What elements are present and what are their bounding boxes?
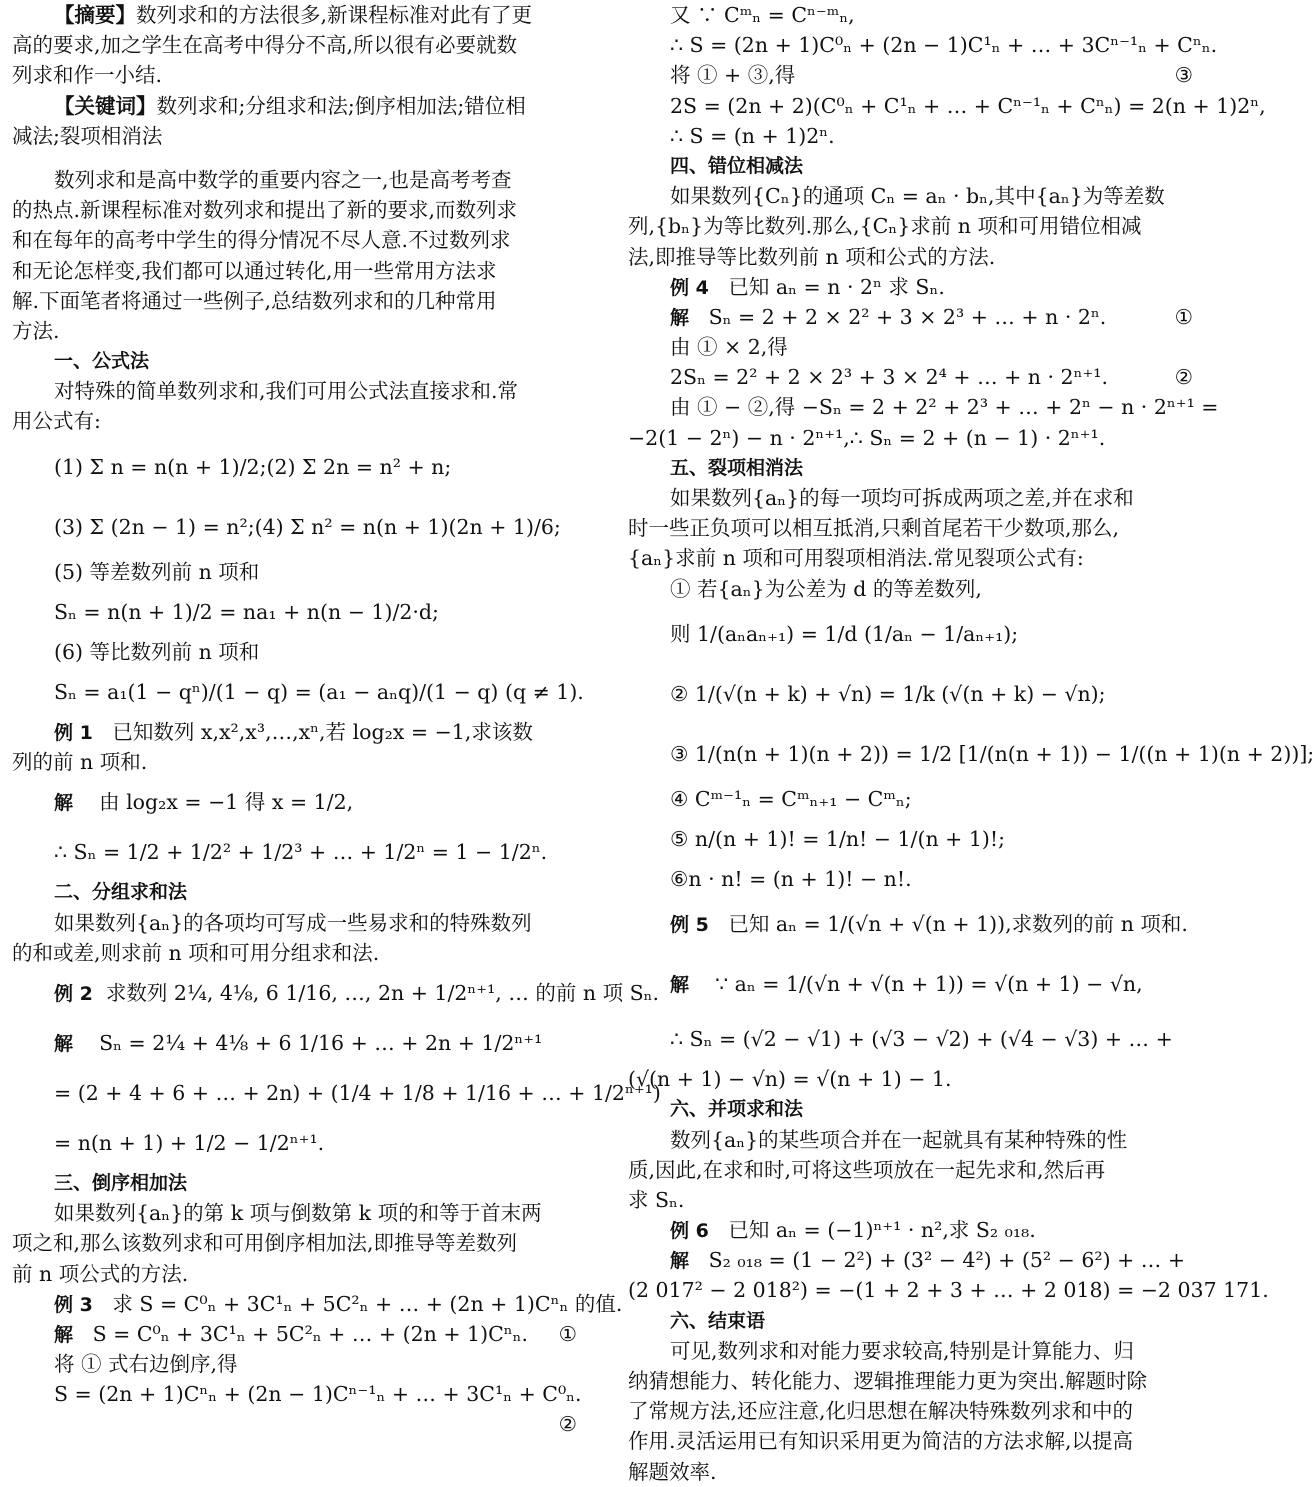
reverse-cont-4: 2S = (2n + 2)(C⁰ₙ + C¹ₙ + … + Cⁿ⁻¹ₙ + Cⁿₙ) = 2(n + 1)2ⁿ, [670,93,1266,118]
reverse-cont-5: ∴ S = (n + 1)2ⁿ. [670,123,835,148]
solution-3-reversed: S = (2n + 1)Cⁿₙ + (2n − 1)Cⁿ⁻¹ₙ + … + 3C¹ₙ + C⁰ₙ. ② [12,1379,577,1409]
keywords-label: 【关键词】 [54,93,157,118]
para-line: 如果数列{aₙ}的各项均可写成一些易求和的特殊数列 [54,910,532,935]
para-line: 质,因此,在求和时,可将这些项放在一起先求和,然后再 [628,1157,1106,1182]
para-line: 用公式有: [12,409,101,434]
telescope-formula-6: ⑥n · n! = (n + 1)! − n!. [670,866,912,891]
para-line: {aₙ}求前 n 项和可用裂项相消法.常见裂项公式有: [628,546,1084,571]
telescope-formula-4: ④ Cᵐ⁻¹ₙ = Cᵐₙ₊₁ − Cᵐₙ; [670,786,912,811]
reverse-cont-3: 将 ① + ③,得 [670,63,796,88]
solution-label: 解 [670,306,690,329]
para-line: 对特殊的简单数列求和,我们可用公式法直接求和.常 [54,379,519,404]
solution-2: 解 Sₙ = 2¼ + 4⅛ + 6 1/16 + … + 2n + 1/2ⁿ⁺¹ [54,1030,543,1055]
right-column [628,0,1314,1487]
section-title-grouping: 二、分组求和法 [54,881,188,904]
intro-line: 和在每年的高考中学生的得分情况不尽人意.不过数列求 [12,228,511,253]
para-line: 项之和,那么该数列求和可用倒序相加法,即推导等差数列 [12,1231,518,1256]
intro-line: 方法. [12,318,60,343]
formula-1-2: (1) Σ n = n(n + 1)/2;(2) Σ 2n = n² + n; [54,454,452,479]
solution-6-result: (2 017² − 2 018²) = −(1 + 2 + 3 + … + 2 018) = −2 037 171. [628,1278,1269,1303]
solution-1-result: ∴ Sₙ = 1/2 + 1/2² + 1/2³ + … + 1/2ⁿ = 1 − 1/2ⁿ. [54,840,548,865]
abstract-line-3: 列求和作一小结. [12,63,163,88]
solution-3-step: 将 ① 式右边倒序,得 [54,1352,238,1377]
solution-1: 解 由 log₂x = −1 得 x = 1/2, [54,790,354,815]
equation-number: ① [1174,304,1193,329]
solution-5-result: (√(n + 1) − √n) = √(n + 1) − 1. [628,1067,952,1092]
solution-4-step: 由 ① × 2,得 [670,335,788,360]
para-line: 法,即推导等比数列前 n 项和公式的方法. [628,244,996,269]
para-line: 前 n 项公式的方法. [12,1261,189,1286]
section-title-telescoping: 五、裂项相消法 [670,456,804,479]
example-6: 例 6 已知 aₙ = (−1)ⁿ⁺¹ · n²,求 S₂ ₀₁₈. [670,1218,1036,1243]
para-line: 求 Sₙ. [628,1187,685,1212]
para-line: 列,{bₙ}为等比数列.那么,{Cₙ}求前 n 项和可用错位相减 [628,214,1142,239]
example-label: 例 2 [54,982,93,1005]
example-3: 例 3 求 S = C⁰ₙ + 3C¹ₙ + 5C²ₙ + … + (2n + 1)Cⁿₙ 的值. [54,1291,623,1316]
solution-2-result: = n(n + 1) + 1/2 − 1/2ⁿ⁺¹. [54,1130,325,1155]
para-line: 解题效率. [628,1459,717,1484]
solution-5-sum: ∴ Sₙ = (√2 − √1) + (√3 − √2) + (√4 − √3) + … + [670,1027,1173,1052]
intro-line: 数列求和是高中数学的重要内容之一,也是高考考查 [54,167,512,192]
telescope-formula-1: ① 若{aₙ}为公差为 d 的等差数列, [670,576,982,601]
keywords-line-1: 【关键词】数列求和;分组求和法;倒序相加法;错位相 [54,93,526,118]
solution-3: 解 S = C⁰ₙ + 3C¹ₙ + 5C²ₙ + … + (2n + 1)Cⁿₙ. ① [12,1319,577,1349]
solution-4: 解 Sₙ = 2 + 2 × 2² + 3 × 2³ + … + n · 2ⁿ. ① [628,302,1193,332]
para-line: 如果数列{aₙ}的每一项均可拆成两项之差,并在求和 [670,486,1134,510]
abstract-label: 【摘要】 [54,3,136,27]
example-label: 例 1 [54,722,93,744]
example-2: 例 2 求数列 2¼, 4⅛, 6 1/16, …, 2n + 1/2ⁿ⁺¹, … 的前 n 项 Sₙ. [54,980,660,1005]
telescope-formula-5: ⑤ n/(n + 1)! = 1/n! − 1/(n + 1)!; [670,826,1006,851]
example-5: 例 5 已知 aₙ = 1/(√n + √(n + 1)),求数列的前 n 项和. [670,912,1188,937]
solution-label: 解 [54,1323,74,1346]
solution-4-eq2: 2Sₙ = 2² + 2 × 2³ + 3 × 2⁴ + … + n · 2ⁿ⁺¹. ② [628,362,1193,392]
equation-number: ② [558,1412,577,1437]
example-1-cont: 列的前 n 项和. [12,750,148,775]
reverse-cont-1: 又 ∵ Cᵐₙ = Cⁿ⁻ᵐₙ, [670,3,855,27]
formula-5-label: (5) 等差数列前 n 项和 [54,559,260,584]
solution-4-result: −2(1 − 2ⁿ) − n · 2ⁿ⁺¹,∴ Sₙ = 2 + (n − 1) · 2ⁿ⁺¹. [628,425,1106,450]
solution-label: 解 [54,792,74,815]
example-label: 例 5 [670,914,709,937]
abstract-line-2: 高的要求,加之学生在高考中得分不高,所以很有必要就数 [12,33,518,58]
equation-number: ① [558,1321,577,1346]
section-title-formula: 一、公式法 [54,350,150,373]
formula-6-label: (6) 等比数列前 n 项和 [54,639,260,664]
intro-line: 的热点.新课程标准对数列求和提出了新的要求,而数列求 [12,198,518,223]
example-label: 例 3 [54,1293,93,1316]
solution-6: 解 S₂ ₀₁₈ = (1 − 2²) + (3² − 4²) + (5² − 6²) + … + [670,1248,1186,1273]
section-title-combine: 六、并项求和法 [670,1098,804,1121]
formula-6: Sₙ = a₁(1 − qⁿ)/(1 − q) = (a₁ − aₙq)/(1 − q) (q ≠ 1). [54,680,584,704]
para-line: 了常规方法,还应注意,化归思想在解决特殊数列求和中的 [628,1399,1134,1424]
telescope-formula-2: ② 1/(√(n + k) + √n) = 1/k (√(n + k) − √n); [670,681,1106,706]
formula-5: Sₙ = n(n + 1)/2 = na₁ + n(n − 1)/2·d; [54,599,439,624]
para-line: 如果数列{aₙ}的第 k 项与倒数第 k 项的和等于首末两 [54,1201,542,1226]
solution-5: 解 ∵ aₙ = 1/(√n + √(n + 1)) = √(n + 1) − √n, [670,972,1143,997]
solution-label: 解 [670,1250,690,1273]
para-line: 如果数列{Cₙ}的通项 Cₙ = aₙ · bₙ,其中{aₙ}为等差数 [670,184,1165,209]
para-line: 纳猜想能力、转化能力、逻辑推理能力更为突出.解题时除 [628,1369,1148,1393]
solution-label: 解 [670,974,690,997]
telescope-formula-3: ③ 1/(n(n + 1)(n + 2)) = 1/2 [1/(n(n + 1)) − 1/((n + 1)(n + 2))]; [670,741,1314,766]
para-line: 的和或差,则求前 n 项和可用分组求和法. [12,940,380,965]
example-label: 例 6 [670,1220,709,1243]
intro-line: 和无论怎样变,我们都可以通过转化,用一些常用方法求 [12,258,497,283]
solution-4-subtract: 由 ① − ②,得 −Sₙ = 2 + 2² + 2³ + … + 2ⁿ − n · 2ⁿ⁺¹ = [670,395,1219,420]
formula-3-4: (3) Σ (2n − 1) = n²;(4) Σ n² = n(n + 1)(2n + 1)/6; [54,514,561,539]
solution-2-step: = (2 + 4 + 6 + … + 2n) + (1/4 + 1/8 + 1/16 + … + 1/2ⁿ⁺¹) [54,1080,661,1105]
equation-number: ③ [1174,63,1193,88]
spacer [12,151,577,165]
keywords-line-2: 减法;裂项相消法 [12,123,163,148]
section-title-reverse: 三、倒序相加法 [54,1171,188,1194]
intro-line: 解.下面笔者将通过一些例子,总结数列求和的几种常用 [12,288,497,313]
para-line: 数列{aₙ}的某些项合并在一起就具有某种特殊的性 [670,1127,1128,1152]
telescope-formula-1b: 则 1/(aₙaₙ₊₁) = 1/d (1/aₙ − 1/aₙ₊₁); [670,621,1019,646]
example-label: 例 4 [670,276,709,299]
abstract-line-1: 【摘要】数列求和的方法很多,新课程标准对此有了更 [54,3,533,27]
solution-label: 解 [54,1032,74,1055]
reverse-cont-2: ∴ S = (2n + 1)C⁰ₙ + (2n − 1)C¹ₙ + … + 3Cⁿ⁻¹ₙ + Cⁿₙ. ③ [628,30,1193,60]
equation-number: ② [1174,365,1193,390]
para-line: 作用.灵活运用已有知识采用更为简洁的方法求解,以提高 [628,1429,1134,1454]
para-line: 时一些正负项可以相互抵消,只剩首尾若干少数项,那么, [628,516,1120,541]
para-line: 可见,数列求和对能力要求较高,特别是计算能力、归 [670,1338,1135,1363]
example-1: 例 1 已知数列 x,x²,x³,…,xⁿ,若 log₂x = −1,求该数 [54,720,533,744]
section-title-misaligned: 四、错位相减法 [670,154,804,177]
example-4: 例 4 已知 aₙ = n · 2ⁿ 求 Sₙ. [670,274,945,299]
section-title-conclusion: 六、结束语 [670,1309,766,1332]
